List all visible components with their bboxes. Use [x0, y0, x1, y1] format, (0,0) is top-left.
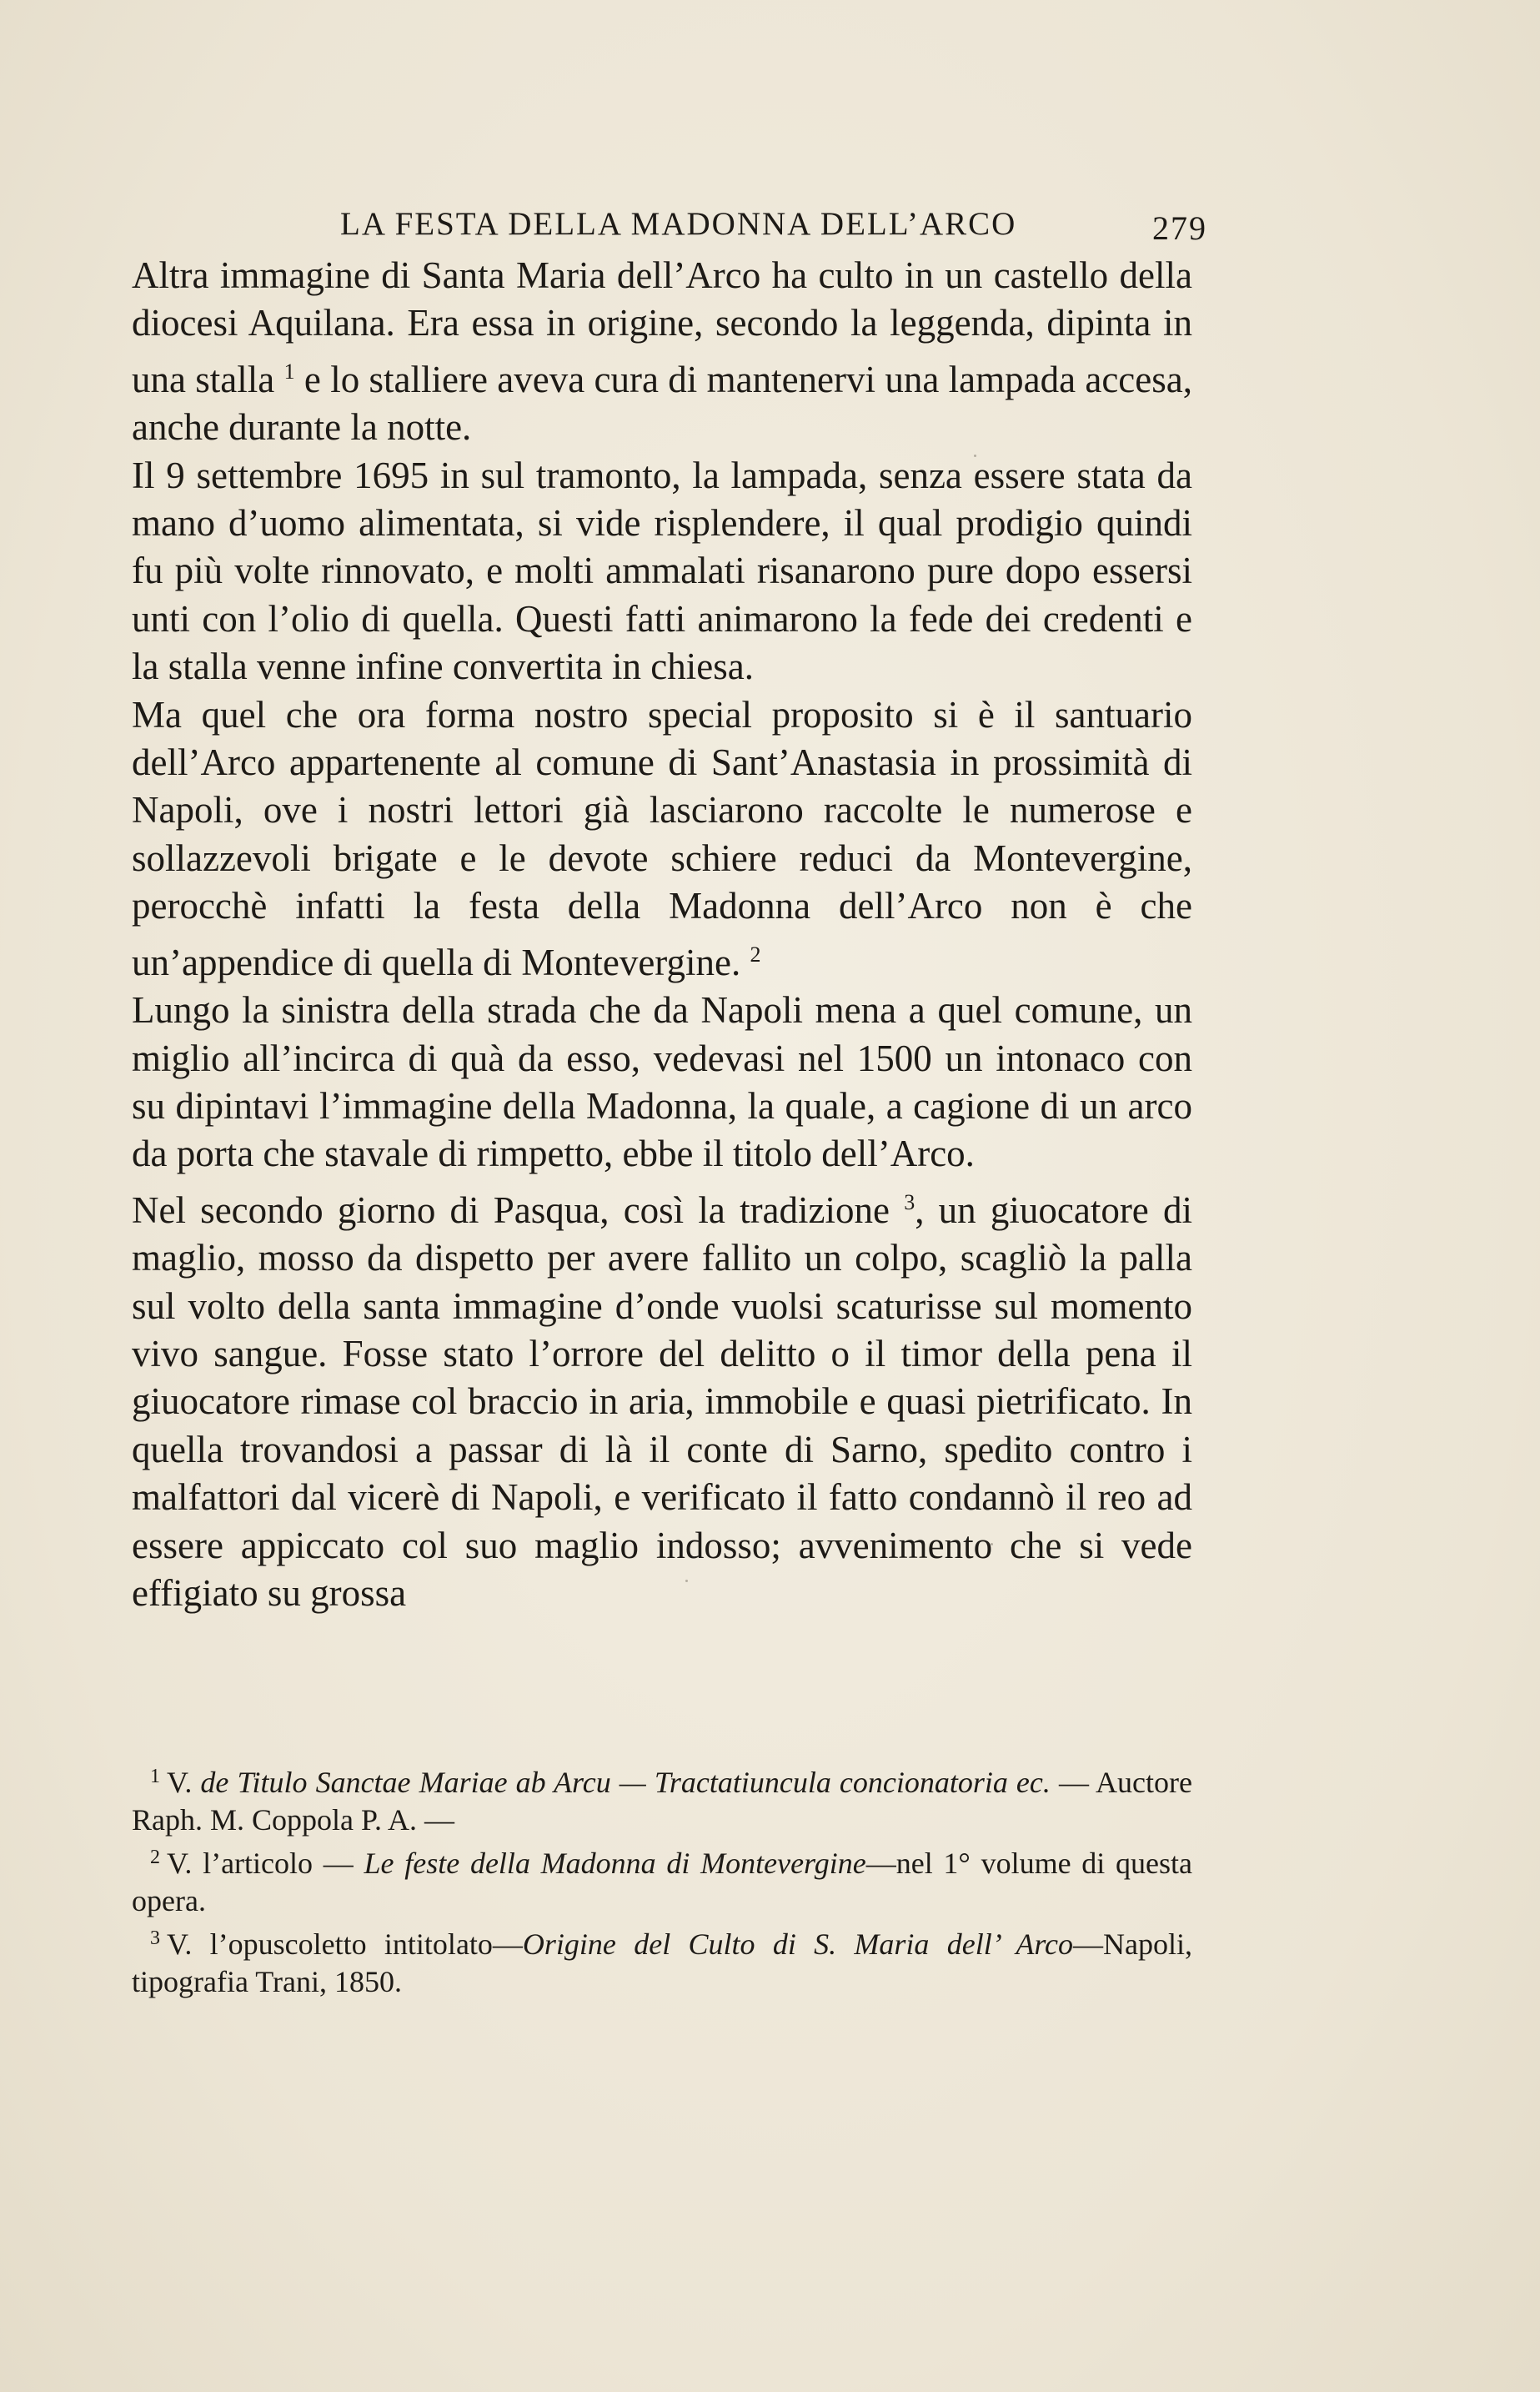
paragraph-text: Il 9 settembre 1695 in sul tramonto, la lampada, senza essere stata da mano d’uomo alimentata, si vide risplendere, il qual prodigio quindi fu più volte rinnovato, e molti ammalati risanarono pure dopo essersi unti con l’olio di quella. Questi fatti animarono la fede dei credenti e la stalla venne infine convertita in chiesa.	[132, 454, 1192, 688]
paragraph	[132, 452, 1192, 691]
cited-title: Origine del Culto di S. Maria dell’ Arco	[522, 1927, 1074, 1962]
footnote-mark: 2	[150, 1847, 160, 1869]
paper-speck	[685, 1580, 688, 1582]
paragraph-text: Ma quel che ora forma nostro special proposito si è il santuario dell’Arco appartenente al comune di Sant’Anastasia in prossimità di Napoli, ove i nostri lettori già lasciarono raccolte le numerose e sollazzevoli brigate e le devote schiere reduci da Montevergine, perocchè infatti la festa della Madonna dell’Arco non è che un’appendice di quella di Montevergine.	[132, 693, 1192, 983]
cited-title: de Titulo Sanctae Mariae ab Arcu — Tractatiuncula concionatoria ec.	[200, 1766, 1051, 1799]
paper-speck	[974, 455, 976, 457]
footnote-reference: 2	[750, 942, 761, 967]
footnote-text: —nel 1° volume di questa opera.	[132, 1847, 1192, 1917]
running-head-title: LA FESTA DELLA MADONNA DELL’ARCO	[340, 206, 1017, 242]
footnote	[132, 1920, 1192, 2000]
paragraph	[132, 987, 1192, 1178]
paragraph-text: Nel secondo giorno di Pasqua, così la tradizione	[132, 1188, 905, 1231]
footnote-reference: 3	[904, 1189, 915, 1214]
paragraph	[132, 252, 1192, 452]
paragraph-text: e lo stalliere aveva cura di mantenervi una lampada accesa, anche durante la notte.	[132, 358, 1192, 449]
footnote-text: V.	[167, 1766, 201, 1799]
cited-title: Le feste della Madonna di Montevergine	[364, 1847, 866, 1881]
footnote-reference: 1	[283, 359, 295, 384]
running-head	[340, 205, 1207, 245]
paragraph	[132, 1178, 1192, 1618]
paper-speck	[991, 1543, 993, 1545]
paragraph-text: Lungo la sinistra della strada che da Napoli mena a quel comune, un miglio all’incirca di quà da esso, vedevasi nel 1500 un intonaco con su dipintavi l’immagine della Madonna, la quale, a cagione di un arco da porta che stavale di rimpetto, ebbe il titolo dell’Arco.	[132, 989, 1192, 1175]
footnote-text: V. l’articolo —	[167, 1847, 364, 1881]
paragraph-text: , un giuocatore di maglio, mosso da dispetto per avere fallito un colpo, scagliò la palla sul volto della santa immagine d’onde vuolsi scaturisse sul momento vivo sangue. Fosse stato l’orrore del delitto o il timor della pena il giuocatore rimase col braccio in aria, immobile e quasi pietrificato. In quella trovandosi a passar di là il conte di Sarno, spedito contro i malfattori dal vicerè di Napoli, e verificato il fatto condannò il reo ad essere appiccato col suo maglio indosso; avvenimento che si vede effigiato su grossa	[132, 1188, 1192, 1614]
footnote-mark: 3	[150, 1927, 160, 1950]
footnotes	[132, 1758, 1192, 2002]
body-text	[132, 252, 1192, 1617]
footnote	[132, 1839, 1192, 1919]
footnote-mark: 1	[150, 1766, 160, 1787]
footnote-text: V. l’opuscoletto intitolato—	[167, 1927, 523, 1962]
paragraph	[132, 691, 1192, 987]
footnote-text: — Auctore Raph. M. Coppola P. A. —	[132, 1766, 1192, 1837]
paragraph-text: Altra immagine di Santa Maria dell’Arco ha culto in un castello della diocesi Aquilana. Era essa in origine, secondo la leggenda, dipinta in una stalla	[132, 254, 1192, 400]
page-number: 279	[1152, 209, 1207, 247]
footnote	[132, 1758, 1192, 1838]
footnote-text: —Napoli, tipografia Trani, 1850.	[132, 1927, 1192, 1998]
